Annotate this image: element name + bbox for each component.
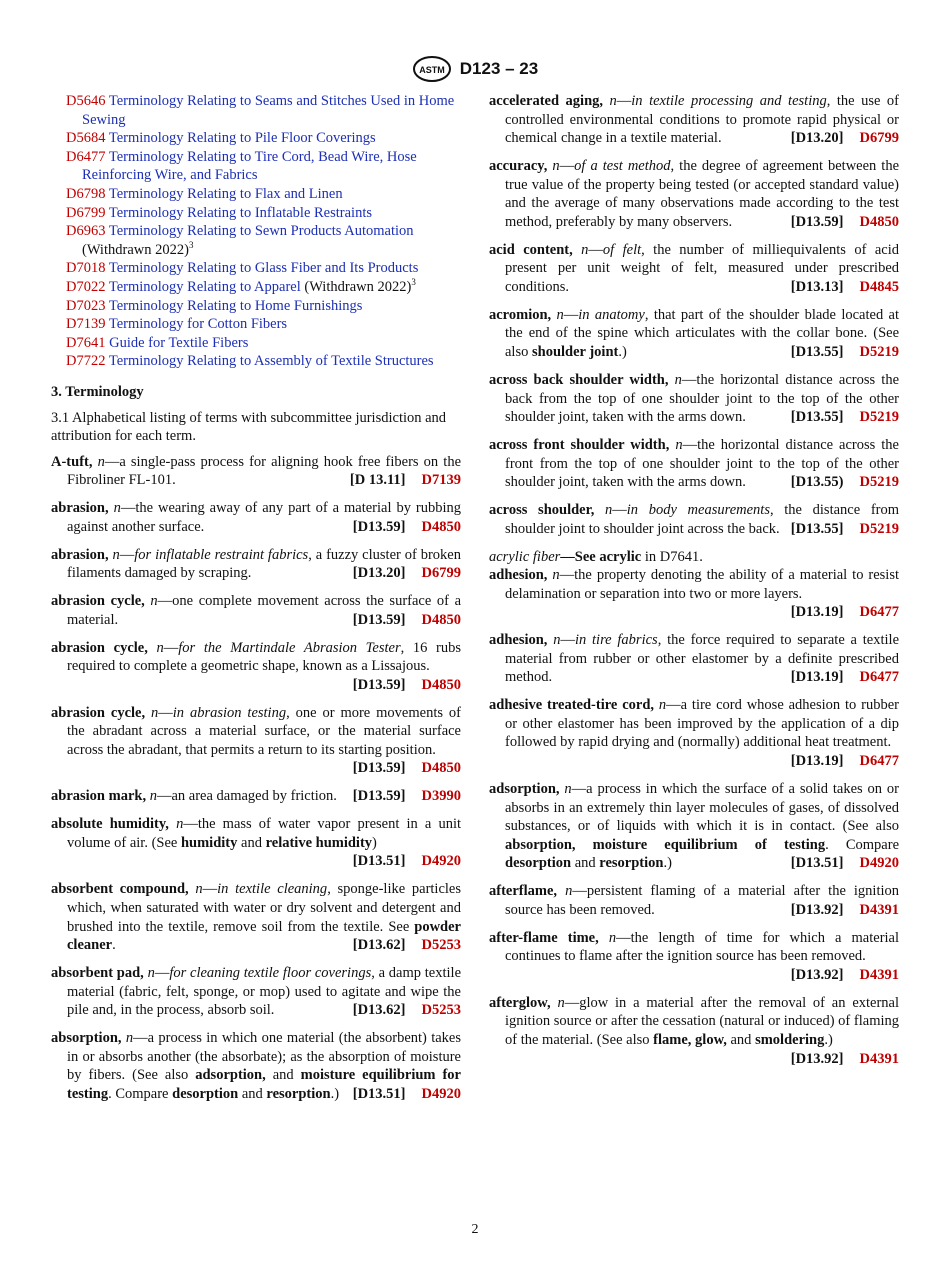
standard-code: D4391 [859, 901, 899, 918]
attribution [791, 603, 899, 622]
subcommittee-code: [D13.59] [352, 760, 406, 777]
reference-item [51, 92, 461, 129]
standard-code: D4391 [859, 966, 899, 983]
term-entry: across back shoulder width, n—the horizontal distance across the back from the top of one shoulder joint to the top of the other shoulder joint, taken with the arms down. [D13.55] D5219 [489, 371, 900, 426]
reference-title: Terminology Relating to Home Furnishings [108, 297, 363, 314]
attribution [791, 966, 899, 985]
cross-reference: resorption [599, 855, 664, 872]
term-name: abrasion cycle, [51, 593, 145, 610]
reference-code: D7023 [66, 297, 106, 314]
reference-item [51, 185, 461, 204]
part-of-speech: n [552, 567, 560, 584]
term-name: absolute humidity, [51, 816, 169, 833]
reference-title: Terminology Relating to Seams and Stitches Used in Home Sewing [82, 93, 455, 128]
reference-title: Terminology Relating to Pile Floor Coverings [108, 130, 376, 147]
reference-item [51, 259, 461, 278]
part-of-speech: n [557, 994, 565, 1011]
term-definition: a tire cord whose adhesion to rubber or other elastomer has been improved by the application of a dip followed by rapid drying and (normally) additional heat treatment. [505, 697, 899, 751]
term-entry: adhesion, n—the property denoting the ability of a material to resist delamination or separation into two or more layers. [D13.19] D6477 [489, 567, 900, 621]
term-name: absorbent compound, [51, 881, 189, 898]
term-definition: the wearing away of any part of a material by rubbing against another surface. [67, 500, 462, 535]
standard-code: D4845 [859, 278, 899, 295]
attribution [791, 1050, 899, 1069]
term-name: afterglow, [489, 994, 551, 1011]
subcommittee-code: [D 13.11] [349, 472, 406, 489]
reference-code: D5646 [66, 93, 106, 109]
subcommittee-code: [D13.55] [790, 520, 844, 537]
term-context: in textile cleaning [217, 881, 328, 898]
term-entry: accelerated aging, n—in textile processing and testing, the use of controlled environmental conditions to promote rapid physical or chemical change in a textile material. [D13.20] D6799 [489, 93, 900, 147]
referenced-documents-list [51, 92, 461, 371]
term-definition: , a fuzzy cluster of broken filaments damaged by scraping. [67, 546, 461, 582]
definition-text: . [112, 937, 116, 954]
reference-title: Terminology Relating to Assembly of Textile Structures [108, 353, 434, 370]
definition-text: ) [372, 834, 377, 851]
part-of-speech: n [176, 816, 184, 833]
subcommittee-code: [D13.59] [790, 213, 844, 230]
cross-reference: resorption [266, 1085, 331, 1102]
reference-note: (Withdrawn 2022) [304, 278, 412, 295]
term-name: across front shoulder width, [489, 436, 670, 453]
subcommittee-code: [D13.19] [790, 604, 844, 621]
attribution [353, 759, 461, 778]
term-definition: a process in which one material (the absorbent) takes in or absorbs another (the absorbate); as the absorption of moisture by fibers. (See also [67, 1030, 462, 1084]
term-entry: abrasion, n—the wearing away of any part of a material by rubbing against another surface. [D13.59] D4850 [51, 500, 462, 535]
term-entry: afterglow, n—glow in a material after the removal of an external ignition source or after the cessation (natural or induced) of flaming of the material. (See also flame, glow, and smoldering.) [D13.92] D4391 [489, 994, 900, 1067]
standard-code: D4850 [421, 760, 461, 777]
definition-text: and [237, 834, 266, 851]
reference-code: D7022 [66, 278, 106, 295]
term-definition: , the force required to separate a textile material from rubber or other elastomer by a definite prescribed method. [505, 632, 900, 686]
reference-item [51, 315, 461, 334]
reference-title: Terminology Relating to Apparel [108, 278, 301, 295]
definition-text: and [238, 1085, 267, 1102]
subcommittee-code: [D13.92] [790, 901, 844, 918]
part-of-speech: n [675, 436, 683, 453]
term-name: absorbent pad, [51, 965, 144, 982]
reference-item [51, 222, 461, 259]
definition-text: .) [824, 1031, 833, 1048]
part-of-speech: n [552, 158, 560, 175]
part-of-speech: n [113, 500, 121, 517]
term-entry: across shoulder, n—in body measurements, the distance from shoulder joint to shoulder joint across the back. [D13.55] D5219 [489, 502, 899, 537]
term-context: in textile processing and testing [631, 93, 827, 109]
cross-reference: flame, glow, [653, 1031, 727, 1048]
svg-text:ASTM: ASTM [419, 65, 445, 75]
term-definition: the length of time for which a material continues to flame after the ignition source has been removed. [505, 929, 900, 965]
definition-text: .) [330, 1085, 340, 1102]
reference-item [51, 352, 461, 371]
left-column [51, 92, 461, 1113]
cross-reference-entry: acrylic fiber—See acrylic in D7641. [489, 548, 703, 565]
document-designation: D123 – 23 [459, 59, 539, 78]
attribution [353, 936, 461, 955]
attribution [791, 752, 899, 771]
part-of-speech: n [156, 639, 164, 656]
term-context: in body measurements [626, 502, 770, 519]
subcommittee-code: [D13.55] [790, 344, 844, 361]
standard-code: D5219 [859, 409, 899, 426]
subcommittee-code: [D13.59] [352, 611, 406, 628]
subcommittee-code: [D13.92] [790, 1050, 844, 1067]
term-definition: , 16 rubs required to complete a geometric shape, known as a Lissajous. [67, 639, 461, 675]
cross-reference: absorption, moisture equilibrium of testing [505, 836, 826, 853]
attribution [791, 408, 899, 427]
section-title: 3. Terminology [51, 383, 144, 400]
reference-title: Terminology for Cotton Fibers [108, 316, 288, 333]
part-of-speech: n [565, 883, 573, 900]
term-entry: abrasion cycle, n—for the Martindale Abrasion Tester, 16 rubs required to complete a geometric shape, known as a Lissajous. [D13.59] D4850 [51, 639, 461, 693]
term-context: in anatomy [578, 306, 645, 323]
part-of-speech: n [556, 306, 564, 323]
standard-code: D6477 [859, 669, 899, 686]
term-name: across shoulder, [489, 502, 595, 519]
attribution [791, 278, 899, 297]
attribution [353, 518, 461, 537]
standard-code: D5219 [859, 520, 899, 537]
reference-item [51, 129, 461, 148]
term-entry: absolute humidity, n—the mass of water vapor present in a unit volume of air. (See humidity and relative humidity) [D13.51] D4920 [51, 816, 462, 870]
definition-text: and [571, 855, 600, 872]
reference-item [51, 334, 461, 353]
term-entry: abrasion cycle, n—one complete movement across the surface of a material. [D13.59] D4850 [51, 593, 462, 628]
part-of-speech: n [674, 371, 682, 388]
reference-code: D7139 [66, 316, 106, 333]
term-definition: the horizontal distance across the front from the top of one shoulder joint to the top of the other shoulder joint, taken with the arms down. [505, 436, 899, 491]
term-definition: , the distance from shoulder joint to shoulder joint across the back. [505, 502, 899, 537]
part-of-speech: n [112, 546, 120, 563]
cross-reference: smoldering [755, 1031, 825, 1048]
footnote-mark: 3 [188, 239, 194, 250]
footnote-mark: 3 [411, 277, 416, 288]
term-name: after-flame time, [489, 929, 599, 946]
term-entry: adhesive treated-tire cord, n—a tire cord whose adhesion to rubber or other elastomer has been improved by the application of a dip followed by rapid drying and (normally) additional heat treatment. [D13.19] D6477 [489, 697, 899, 770]
term-definition: , the number of milliequivalents of acid present per unit weight of felt, measured under prescribed conditions. [505, 241, 899, 295]
term-context: for inflatable restraint fabrics [134, 546, 309, 563]
reference-title: Terminology Relating to Sewn Products Automation [108, 223, 414, 240]
term-context: in tire fabrics [574, 632, 658, 649]
term-definition: , that part of the shoulder blade located at the end of the spine which articulates with the collar bone. (See also [505, 306, 900, 361]
term-entry: after-flame time, n—the length of time for which a material continues to flame after the ignition source has been removed. [D13.92] D4391 [489, 929, 900, 983]
term-entry: adhesion, n—in tire fabrics, the force required to separate a textile material from rubber or other elastomer by a definite prescribed method. [D13.19] D6477 [489, 632, 900, 686]
reference-item [51, 297, 461, 316]
term-entry: adsorption, n—a process in which the surface of a solid takes on or absorbs in an extremely thin layer molecules of gases, of dissolved substances, or of liquids with which it is in contact. (See also absorption, moisture equilibrium of testing. Compare desorption and resorption.) [D13.51] D4920 [489, 780, 900, 872]
standard-code: D4391 [859, 1050, 899, 1067]
term-definition: , the use of controlled environmental conditions to promote rapid physical or chemical change in a textile material. [505, 93, 900, 147]
term-name: afterflame, [489, 883, 558, 900]
term-name: across back shoulder width, [489, 371, 669, 388]
term-entry: abrasion mark, n—an area damaged by friction. [D13.59] D3990 [51, 788, 461, 805]
standard-code: D6799 [859, 130, 899, 147]
definition-text: .) [618, 344, 627, 361]
standard-code: D5219 [859, 474, 899, 491]
term-name: accuracy, [489, 158, 548, 175]
term-definition: the horizontal distance across the back from the top of one shoulder joint to the top of the other shoulder joint, taken with the arms down. [505, 371, 900, 426]
page-header [0, 56, 950, 82]
attribution [350, 471, 461, 490]
term-name: adhesion, [489, 567, 548, 584]
attribution [353, 852, 461, 871]
term-definition: , the degree of agreement between the true value of the property being tested (or accepted standard value) and the average of many observations made according to the test method, preferably by many observers. [505, 158, 900, 230]
part-of-speech: n [195, 881, 203, 898]
reference-code: D6799 [66, 204, 106, 221]
term-name: A-tuft, [51, 453, 93, 470]
standard-code: D4850 [421, 676, 461, 693]
term-name: accelerated aging, [489, 93, 604, 109]
right-term-list-b [489, 566, 899, 1068]
reference-item [51, 278, 461, 297]
part-of-speech: n [97, 453, 105, 470]
term-definition: an area damaged by friction. [171, 788, 337, 805]
cross-reference: desorption [505, 855, 572, 872]
term-entry: absorbent pad, n—for cleaning textile floor coverings, a damp textile material (fabric, felt, sponge, or mop) used to agitate and wipe the pile and, in the process, absorb soil. [D13.62] D5253 [51, 965, 462, 1019]
part-of-speech: n [149, 788, 157, 805]
standard-code: D6477 [859, 753, 899, 770]
reference-title: Terminology Relating to Flax and Linen [108, 185, 343, 202]
part-of-speech: n [553, 632, 561, 649]
subcommittee-code: [D13.62] [352, 937, 406, 954]
term-entry: acid content, n—of felt, the number of milliequivalents of acid present per unit weight of felt, measured under prescribed conditions. [D13.13] D4845 [489, 241, 899, 295]
left-term-list [51, 453, 461, 1104]
page-number: 2 [471, 1222, 479, 1237]
term-definition: the mass of water vapor present in a unit volume of air. (See [67, 816, 462, 851]
term-entry: afterflame, n—persistent flaming of a material after the ignition source has been removed. [D13.92] D4391 [489, 883, 900, 918]
standard-code: D4920 [421, 853, 461, 870]
part-of-speech: n [151, 704, 159, 721]
term-entry: absorbent compound, n—in textile cleaning, sponge-like particles which, when saturated with water or dry solvent and detergent and brushed into the textile, remove soil from the textile. See powder cleaner. [D13.62] D5253 [51, 881, 462, 954]
reference-code: D5684 [66, 130, 106, 147]
reference-code: D7722 [66, 353, 106, 370]
term-context: of a test method [574, 158, 671, 175]
attribution [791, 520, 899, 539]
reference-item [51, 204, 461, 223]
definition-text: . Compare [108, 1085, 173, 1102]
cross-reference: shoulder joint [531, 344, 619, 361]
reference-item [51, 148, 461, 185]
term-name: abrasion, [51, 500, 109, 517]
astm-logo-icon [412, 56, 452, 82]
standard-code: D4920 [421, 1085, 461, 1102]
right-column [489, 92, 899, 1077]
reference-title: Guide for Textile Fibers [109, 334, 249, 351]
reference-title: Terminology Relating to Glass Fiber and Its Products [108, 260, 419, 277]
part-of-speech: n [609, 93, 617, 109]
term-definition: one complete movement across the surface of a material. [67, 593, 462, 628]
cross-reference: powder cleaner [67, 918, 461, 954]
subcommittee-code: [D13.19] [790, 669, 844, 686]
cross-reference: desorption [172, 1085, 239, 1102]
standard-code: D6477 [859, 604, 899, 621]
attribution [791, 343, 899, 362]
standard-code: D3990 [421, 788, 461, 805]
subcommittee-code: [D13.59] [352, 676, 406, 693]
term-name: abrasion cycle, [51, 639, 148, 656]
term-context: in abrasion testing [172, 704, 287, 721]
section-paragraph: 3.1 Alphabetical listing of terms with subcommittee jurisdiction and attribution for each term. [51, 409, 447, 445]
standard-code: D4850 [859, 213, 899, 230]
reference-code: D7641 [66, 334, 106, 351]
term-context: for cleaning textile floor coverings [169, 965, 372, 982]
standard-code: D4850 [421, 518, 461, 535]
term-name: absorption, [51, 1030, 122, 1047]
part-of-speech: n [150, 593, 158, 610]
standard-code: D5253 [421, 1002, 461, 1019]
subcommittee-code: [D13.13] [790, 278, 844, 295]
standard-code: D7139 [421, 472, 461, 489]
term-name: acid content, [489, 241, 573, 258]
cross-reference: moisture equilibrium for testing [67, 1067, 461, 1102]
subcommittee-code: [D13.20] [352, 565, 406, 582]
term-name: adhesion, [489, 632, 548, 649]
term-definition: , sponge-like particles which, when saturated with water or dry solvent and detergent and brushed into the textile, remove soil from the textile. See [67, 881, 462, 935]
part-of-speech: n [147, 965, 155, 982]
standard-code: D6799 [421, 565, 461, 582]
term-entry: abrasion cycle, n—in abrasion testing, one or more movements of the abradant across a material surface, or the material surface across the abradant, that permits a return to its starting position. [D13.59] D4850 [51, 704, 461, 777]
term-context: for the Martindale Abrasion Tester [178, 639, 401, 656]
reference-note: (Withdrawn 2022) [82, 241, 189, 258]
term-entry: accuracy, n—of a test method, the degree of agreement between the true value of the property being tested (or accepted standard value) and the average of many observations made according to the test method, preferably by many observers. [D13.59] D4850 [489, 158, 900, 230]
term-name: adhesive treated-tire cord, [489, 697, 655, 714]
attribution [353, 564, 461, 583]
term-entry: A-tuft, n—a single-pass process for aligning hook free fibers on the Fibroliner FL-101. [D 13.11] D7139 [51, 453, 461, 489]
term-entry: acromion, n—in anatomy, that part of the shoulder blade located at the end of the spine which articulates with the collar bone. (See also shoulder joint.) [D13.55] D5219 [489, 306, 900, 361]
term-entry: across front shoulder width, n—the horizontal distance across the front from the top of one shoulder joint to the top of the other shoulder joint, taken with the arms down. [D13.55) D5219 [489, 436, 899, 491]
standard-code: D5219 [859, 344, 899, 361]
term-definition: a process in which the surface of a solid takes on or absorbs in an extremely thin layer molecules of gases, of dissolved substances, or of liquids with which it is in contact. (See also [505, 780, 900, 835]
part-of-speech: n [125, 1030, 134, 1047]
subcommittee-code: [D13.62] [352, 1002, 406, 1019]
subcommittee-code: [D13.51] [352, 853, 406, 870]
definition-text: and [265, 1067, 301, 1084]
part-of-speech: n [605, 502, 613, 519]
term-definition: glow in a material after the removal of an external ignition source or after the cessation (natural or induced) of flaming of the material. (See also [505, 994, 900, 1048]
attribution [353, 787, 461, 806]
term-name: abrasion, [51, 546, 109, 563]
term-definition: persistent flaming of a material after the ignition source has been removed. [505, 883, 900, 918]
definition-text: . Compare [825, 836, 900, 853]
term-definition: , one or more movements of the abradant across a material surface, or the material surface across the abradant, that permits a return to its starting position. [67, 704, 461, 758]
subcommittee-code: [D13.55] [790, 409, 844, 426]
definition-text: and [726, 1031, 756, 1048]
definition-text: .) [663, 855, 672, 872]
standard-code: D5253 [421, 937, 461, 954]
attribution [791, 901, 899, 920]
right-term-list-a [489, 92, 899, 538]
part-of-speech: n [658, 697, 667, 714]
term-entry: absorption, n—a process in which one material (the absorbent) takes in or absorbs another (the absorbate); as the absorption of moisture by fibers. (See also adsorption, and moisture equilibrium for testing. Compare desorption and resorption.) [D13.51] D4920 [51, 1030, 462, 1102]
term-definition: a single-pass process for aligning hook free fibers on the Fibroliner FL-101. [67, 453, 461, 489]
attribution [353, 1001, 461, 1020]
attribution [353, 611, 461, 630]
reference-code: D6798 [66, 185, 106, 202]
attribution [791, 668, 899, 687]
part-of-speech: n [564, 780, 572, 797]
subcommittee-code: [D13.59] [352, 518, 406, 535]
term-name: adsorption, [489, 780, 560, 797]
part-of-speech: n [581, 241, 589, 258]
part-of-speech: n [608, 929, 617, 946]
subcommittee-code: [D13.20] [790, 130, 844, 147]
term-entry: abrasion, n—for inflatable restraint fabrics, a fuzzy cluster of broken filaments damaged by scraping. [D13.20] D6799 [51, 546, 461, 582]
term-name: acromion, [489, 306, 552, 323]
attribution [791, 473, 899, 492]
subcommittee-code: [D13.19] [790, 753, 844, 770]
cross-reference: relative humidity [265, 834, 373, 851]
standard-code: D4850 [421, 611, 461, 628]
subcommittee-code: [D13.51] [352, 1085, 406, 1102]
cross-reference: adsorption, [195, 1067, 266, 1084]
subcommittee-code: [D13.55) [790, 474, 844, 491]
subcommittee-code: [D13.51] [790, 855, 844, 872]
term-name: abrasion mark, [51, 788, 147, 805]
attribution [791, 129, 899, 148]
reference-code: D6963 [66, 223, 106, 240]
attribution [791, 854, 899, 873]
reference-code: D7018 [66, 260, 106, 277]
reference-title: Terminology Relating to Inflatable Restraints [108, 204, 373, 221]
attribution [353, 676, 461, 695]
reference-title: Terminology Relating to Tire Cord, Bead Wire, Hose Reinforcing Wire, and Fabrics [82, 148, 417, 184]
reference-code: D6477 [66, 148, 106, 165]
term-name: abrasion cycle, [51, 704, 146, 721]
attribution [791, 213, 899, 232]
standard-code: D4920 [859, 855, 899, 872]
term-definition: , a damp textile material (fabric, felt, sponge, or mop) used to agitate and wipe the pile and, in the process, absorb soil. [67, 965, 462, 1019]
subcommittee-code: [D13.92] [790, 966, 844, 983]
term-context: of felt [602, 241, 642, 258]
subcommittee-code: [D13.59] [352, 788, 406, 805]
term-definition: the property denoting the ability of a material to resist delamination or separation into two or more layers. [505, 567, 900, 602]
attribution [353, 1085, 461, 1104]
cross-reference: humidity [180, 834, 238, 851]
